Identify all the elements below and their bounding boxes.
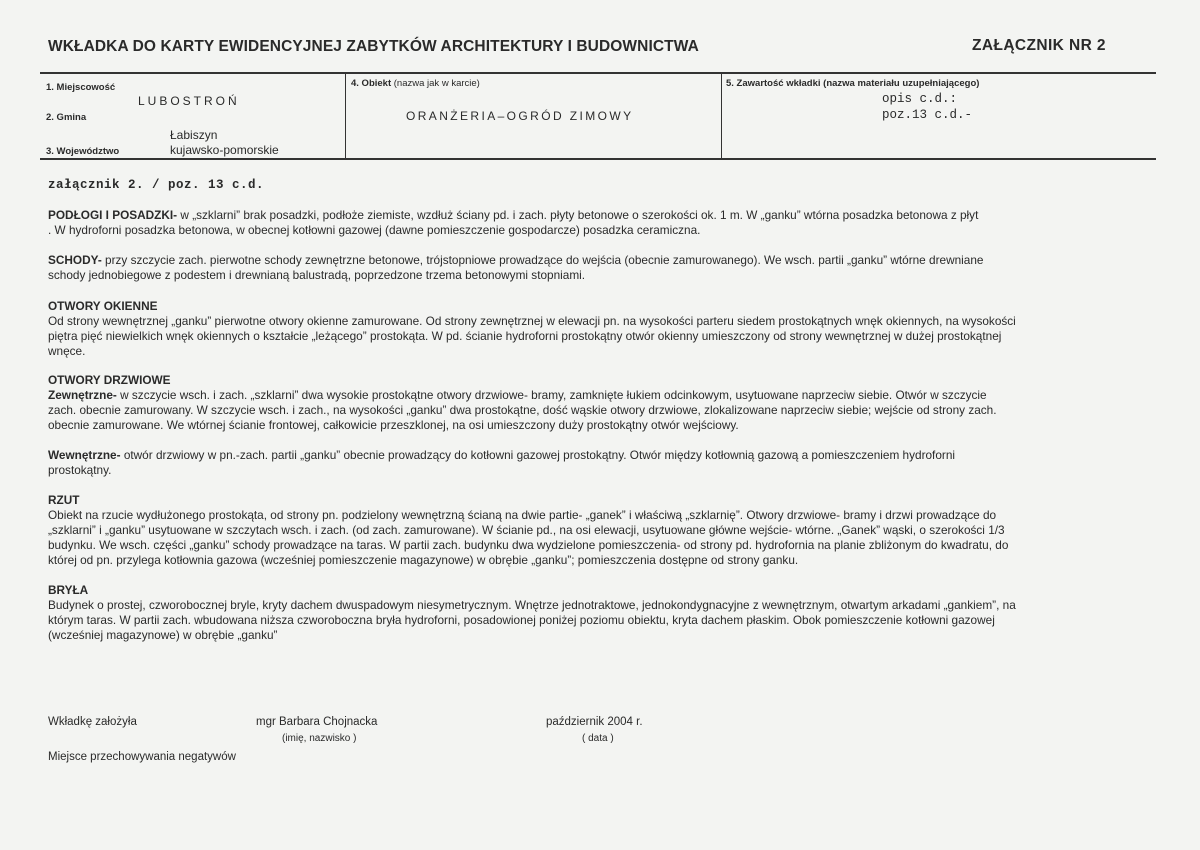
field-voivodeship-value: kujawsko-pomorskie xyxy=(170,143,279,157)
section-mass-text: (wcześniej magazynowe) w obrębie „ganku” xyxy=(48,628,278,642)
section-plan-text: Obiekt na rzucie wydłużonego prostokąta, od strony pn. podzielony wewnętrzną ścianą na dwie partie- „ganek” i właściwą „szklarnię”. Otwory drzwiowe- bramy i drzwi prowadzące do xyxy=(48,508,997,522)
section-doors-external-text: obecnie zamurowane. We wtórnej ścianie frontowej, całkowicie przeszklonej, na osi umieszczony duży prostokątny otwór wejściowy. xyxy=(48,418,739,432)
annex-number: ZAŁĄCZNIK NR 2 xyxy=(972,37,1106,54)
date-caption: ( data ) xyxy=(582,733,614,744)
section-doors-internal-text: prostokątny. xyxy=(48,463,112,477)
field-commune-value: Łabiszyn xyxy=(170,128,218,142)
section-plan-text: „szklarni” i „ganku” usytuowane w szczytach wsch. i zach. (od zach. zamurowane). W ścianie pd., na osi elewacji, usytuowane główne wejście- wtórne. „Ganek” wąski, o szerokości 1/3 xyxy=(48,523,1005,537)
section-doors-heading: OTWORY DRZWIOWE xyxy=(48,373,171,387)
section-floors xyxy=(48,208,1148,238)
section-doors-external-text: w szczycie wsch. i zach. „szklarni” dwa wysokie prostokątne otwory drzwiowe- bramy, zamknięte łukiem odcinkowym, usytuowane naprzeciw siebie. Otwór w szczycie xyxy=(116,388,987,402)
field-object-label-wrap xyxy=(351,78,480,89)
section-doors-external-heading: Zewnętrzne- xyxy=(48,388,117,402)
section-windows-heading: OTWORY OKIENNE xyxy=(48,299,158,313)
section-mass-text: którym taras. W partii zach. wbudowana niższa czworoboczna bryła hydroforni, posadowionej poniżej poziomu obiektu, kryta dachem płaskim. Obok pomieszczenie kotłowni gazowej xyxy=(48,613,995,627)
section-windows-text: piętra pięć niewielkich wnęk okiennych o kształcie „leżącego” prostokąta. W pd. ścianie hydroforni prostokątny otwór okienny umieszczony od strony wewnętrznej w dużej prostokątnej xyxy=(48,329,1002,343)
section-plan xyxy=(48,493,1148,568)
date-value: październik 2004 r. xyxy=(546,716,643,728)
section-plan-text: budynku. We wsch. części „ganku” schody prowadzące na taras. W partii zach. budynku dwa wydzielone pomieszczenia- od strony pd. hydrofornia na planie zbliżonym do kwadratu, do xyxy=(48,538,1009,552)
section-doors-internal xyxy=(48,448,1148,478)
section-plan-text: której od pn. przylega kotłownia gazowa (wcześniej pomieszczenie magazynowe) w obrębie „ganku”; pomieszczenia dostępne od strony ganku. xyxy=(48,553,799,567)
field-contents-value-line2: poz.13 c.d.- xyxy=(882,108,973,122)
section-stairs xyxy=(48,253,1148,283)
section-floors-heading: PODŁOGI I POSADZKI- xyxy=(48,208,178,222)
field-locality-label: 1. Miejscowość xyxy=(46,82,116,93)
document-title: WKŁADKA DO KARTY EWIDENCYJNEJ ZABYTKÓW ARCHITEKTURY I BUDOWNICTWA xyxy=(48,38,699,55)
section-mass xyxy=(48,583,1148,643)
section-doors-internal-text: otwór drzwiowy w pn.-zach. partii „ganku” obecnie prowadzący do kotłowni gazowej prostokątny. Otwór między kotłownią gazową a pomieszczeniem hydroforni xyxy=(120,448,956,462)
section-plan-heading: RZUT xyxy=(48,493,80,507)
field-voivodeship-label: 3. Województwo xyxy=(46,146,120,157)
field-contents-label: 5. Zawartość wkładki (nazwa materiału uzupełniającego) xyxy=(726,78,980,89)
created-by-label: Wkładkę założyła xyxy=(48,716,137,728)
field-locality-value: LUBOSTROŃ xyxy=(138,94,240,108)
field-object-label-note: (nazwa jak w karcie) xyxy=(393,78,480,89)
author-name: mgr Barbara Chojnacka xyxy=(256,716,378,728)
section-mass-heading: BRYŁA xyxy=(48,583,89,597)
section-windows xyxy=(48,299,1148,359)
section-floors-text: . W hydroforni posadzka betonowa, w obecnej kotłowni gazowej (dawne pomieszczenie gospodarcze) posadzka ceramiczna. xyxy=(48,223,701,237)
section-stairs-heading: SCHODY- xyxy=(48,253,102,267)
section-doors xyxy=(48,373,1148,433)
field-contents-value-line1: opis c.d.: xyxy=(882,92,958,106)
section-stairs-text: schody jednobiegowe z podestem i drewnianą balustradą, poprzedzone trzema betonowymi stopniami. xyxy=(48,268,586,282)
section-doors-external-text: zach. obecnie zamurowany. W szczycie wsch. i zach., na wysokości „ganku” dwa prostokątne, dość wąskie otwory drzwiowe, zlokalizowane naprzeciw siebie; wejście od strony zach. xyxy=(48,403,997,417)
section-stairs-text: przy szczycie zach. pierwotne schody zewnętrzne betonowe, trójstopniowe prowadzące do wejścia (obecnie zamurowanego). We wsch. partii „ganku” wtórne drewniane xyxy=(101,253,984,267)
author-name-caption: (imię, nazwisko ) xyxy=(282,733,357,744)
column-divider xyxy=(345,74,346,158)
description-body xyxy=(48,208,1148,643)
section-mass-text: Budynek o prostej, czworobocznej bryle, kryty dachem dwuspadowym niesymetrycznym. Wnętrze jednotraktowe, jednokondygnacyjne z wewnętrznym, otwartym arkadami „gankiem”, na xyxy=(48,598,1016,612)
field-object-value: ORANŻERIA–OGRÓD ZIMOWY xyxy=(406,109,634,123)
column-divider xyxy=(721,74,722,158)
section-windows-text: Od strony wewnętrznej „ganku” pierwotne otwory okienne zamurowane. Od strony zewnętrznej w elewacji pn. na wysokości parteru siedem prostokątnych wnęk okiennych, na wysokości xyxy=(48,314,1016,328)
section-doors-internal-heading: Wewnętrzne- xyxy=(48,448,121,462)
negatives-storage-label: Miejsce przechowywania negatywów xyxy=(48,751,236,763)
header-fields-table xyxy=(40,72,1156,160)
field-commune-label: 2. Gmina xyxy=(46,112,87,123)
section-floors-text: w „szklarni” brak posadzki, podłoże ziemiste, wzdłuż ściany pd. i zach. płyty betonowe o szerokości ok. 1 m. W „ganku” wtórna posadzka betonowa z płyt xyxy=(177,208,979,222)
reference-line: załącznik 2. / poz. 13 c.d. xyxy=(48,178,265,192)
field-object-label: 4. Obiekt xyxy=(351,78,392,89)
section-windows-text: wnęce. xyxy=(48,344,86,358)
